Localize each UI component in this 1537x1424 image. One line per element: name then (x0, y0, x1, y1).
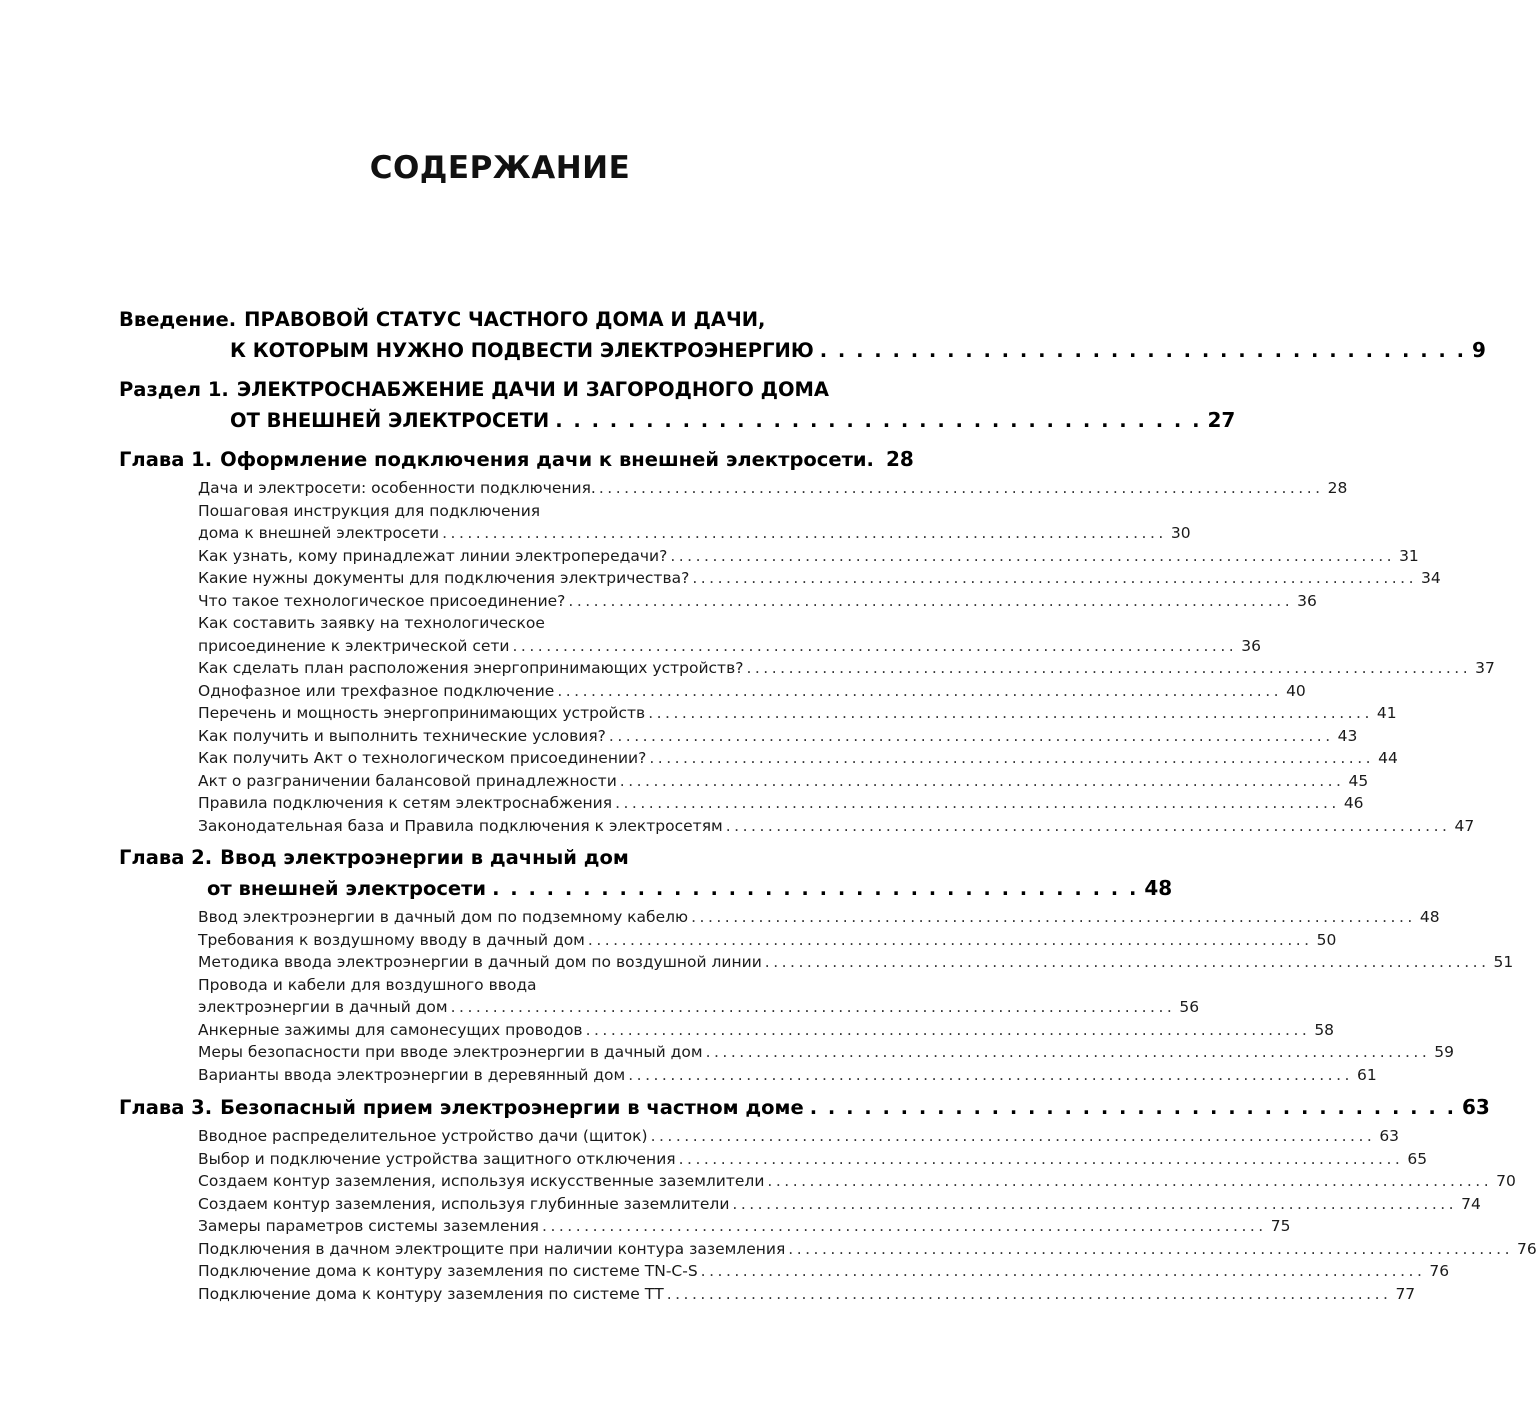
toc-entry-title: Выбор и подключение устройства защитного отключения (198, 1149, 676, 1168)
toc-entry-title: Анкерные зажимы для самонесущих проводов (198, 1020, 583, 1039)
toc-entry-title: Правила подключения к сетям электроснабжения (198, 794, 613, 812)
toc-entry[interactable] (198, 680, 1306, 703)
toc-entry-title: Методика ввода электроэнергии в дачный дом по воздушной линии (198, 953, 762, 971)
toc-entry-title: Как составить заявку на технологическое (198, 614, 545, 632)
toc-entry-page: 75 (1270, 1217, 1291, 1235)
dot-leader: ...................................................................................... (619, 771, 1345, 790)
toc-entry-page: 48 (1419, 908, 1440, 926)
toc-entry-title: Пошаговая инструкция для подключения (198, 501, 541, 520)
toc-entry-page: 59 (1434, 1043, 1455, 1061)
toc-entry-page: 61 (1356, 1065, 1377, 1084)
dot-leader: ...................................................................................... (542, 1217, 1267, 1235)
toc-entry-title: Создаем контур заземления, используя глубинные заземлители (198, 1194, 730, 1213)
toc-entry-title: Какие нужны документы для подключения электричества? (198, 569, 690, 587)
toc-entry-title: Дача и электросети: особенности подключения. (198, 479, 596, 497)
toc-entry-page: 51 (1493, 953, 1514, 971)
dot-leader: ...................................................................................... (598, 479, 1324, 497)
toc-entry-page: 58 (1314, 1020, 1335, 1039)
toc-entry-title: Замеры параметров системы заземления (198, 1217, 540, 1235)
chapter-3-title: Безопасный прием электроэнергии в частном доме (220, 1096, 804, 1119)
dot-leader: ...................................................................................... (512, 636, 1238, 655)
toc-entry[interactable] (198, 1170, 1516, 1193)
toc-entry-title: Подключение дома к контуру заземления по системе TN-C-S (198, 1262, 698, 1280)
toc-entry[interactable] (198, 567, 1441, 590)
toc-entry[interactable] (198, 951, 1514, 974)
chapter-3-label: Глава 3. (119, 1096, 213, 1119)
toc-entry-page: 45 (1348, 771, 1369, 790)
toc-entry-title: Что такое технологическое присоединение? (198, 591, 566, 610)
toc-entry[interactable] (198, 974, 885, 997)
toc-entry-title: Как получить и выполнить технические условия? (198, 726, 606, 745)
dot-leader: ...................................................................................... (650, 1127, 1376, 1145)
toc-entry[interactable] (198, 1041, 1455, 1064)
chapter-2-label: Глава 2. (119, 846, 213, 869)
dot-leader: ...................................................................................... (764, 953, 1490, 971)
toc-entry[interactable] (198, 770, 1369, 793)
toc-entry-page: 76 (1517, 1239, 1537, 1258)
toc-entry[interactable] (198, 1238, 1537, 1261)
toc-entry-page: 63 (1379, 1127, 1400, 1145)
chapter-1-entries (119, 477, 1495, 837)
chapter-3-page: 63 (1461, 1095, 1490, 1119)
section-1-title-line1: ЭЛЕКТРОСНАБЖЕНИЕ ДАЧИ И ЗАГОРОДНОГО ДОМА (236, 378, 830, 401)
toc-entry[interactable] (198, 996, 1200, 1019)
chapter-1-title: Оформление подключения дачи к внешней электросети. (220, 448, 874, 471)
table-of-contents (119, 304, 1537, 1305)
dot-leader: ...................................................................................... (705, 1043, 1431, 1061)
chapter-1-label: Глава 1. (119, 448, 213, 471)
toc-entry-title: Подключение дома к контуру заземления по системе ТТ (198, 1284, 664, 1303)
toc-entry-title: Акт о разграничении балансовой принадлежности (198, 771, 617, 790)
toc-entry[interactable] (198, 1283, 1416, 1306)
toc-entry-title: Меры безопасности при вводе электроэнергии в дачный дом (198, 1043, 703, 1061)
toc-entry[interactable] (198, 1193, 1481, 1216)
section-1-page: 27 (1207, 408, 1236, 432)
toc-entry[interactable] (198, 612, 885, 635)
toc-chapter-2[interactable] (119, 843, 1173, 904)
dot-leader: ...................................................................................... (678, 1149, 1404, 1168)
toc-entry-page: 28 (1327, 479, 1348, 497)
toc-entry-page: 40 (1286, 681, 1306, 700)
dot-leader: ...................................................................................... (700, 1262, 1426, 1280)
dot-leader: ...................................................................................... (628, 1065, 1353, 1084)
toc-intro[interactable] (119, 304, 1486, 366)
chapter-2-page: 48 (1144, 876, 1173, 900)
dot-leader: ...................................................................................... (732, 1194, 1458, 1213)
toc-entry[interactable] (198, 635, 1261, 658)
toc-entry-page: 44 (1378, 749, 1398, 767)
dot-leader: ...................................................................................... (587, 930, 1313, 949)
dot-leader: ...................................................................................... (568, 591, 1294, 610)
dot-leader: ...................................................................................... (585, 1020, 1311, 1039)
toc-entry-page: 30 (1170, 524, 1191, 542)
toc-entry-title: Как сделать план расположения энергопринимающих устройств? (198, 659, 744, 677)
toc-entry[interactable] (198, 500, 885, 523)
dot-leader: ...................................................................................... (648, 704, 1373, 722)
toc-entry-title: электроэнергии в дачный дом (198, 998, 448, 1016)
dot-leader: ...................................................................................... (608, 726, 1334, 745)
toc-entry[interactable] (198, 545, 1419, 568)
toc-entry-page: 46 (1343, 794, 1364, 812)
chapter-2-title-line2: от внешней электросети (207, 877, 487, 900)
toc-entry[interactable] (198, 929, 1337, 952)
chapter-1-page: 28 (885, 447, 914, 471)
dot-leader: ...................................................................................... (725, 816, 1451, 835)
toc-entry-title: дома к внешней электросети (198, 524, 440, 542)
toc-section-1[interactable] (119, 374, 1236, 436)
toc-entry-title: Ввод электроэнергии в дачный дом по подземному кабелю (198, 908, 689, 926)
intro-title-line1: ПРАВОВОЙ СТАТУС ЧАСТНОГО ДОМА И ДАЧИ, (244, 308, 766, 331)
dot-leader: ...................................................................................... (746, 659, 1472, 677)
toc-entry[interactable] (198, 657, 1495, 680)
dot-leader: ...................................................................................... (615, 794, 1340, 812)
toc-entry[interactable] (198, 1260, 1450, 1283)
dot-leader: ...................................................................................... (692, 569, 1418, 587)
toc-entry-page: 50 (1316, 930, 1337, 949)
toc-entry[interactable] (198, 590, 1317, 613)
toc-entry-title: Варианты ввода электроэнергии в деревянный дом (198, 1065, 626, 1084)
toc-chapter-3[interactable] (119, 1092, 1490, 1123)
toc-entry[interactable] (198, 725, 1358, 748)
toc-chapter-1[interactable] (119, 444, 914, 475)
toc-entry[interactable] (198, 815, 1475, 838)
toc-entry-page: 37 (1475, 659, 1495, 677)
toc-entry-title: Подключения в дачном электрощите при наличии контура заземления (198, 1239, 786, 1258)
toc-entry-title: Требования к воздушному вводу в дачный дом (198, 930, 585, 949)
chapter-3-entries (119, 1125, 1537, 1305)
section-1-label: Раздел 1. (119, 378, 229, 401)
dot-leader: ...................................................................................... (670, 546, 1396, 565)
toc-entry-page: 77 (1395, 1284, 1416, 1303)
toc-entry-page: 31 (1399, 546, 1419, 565)
toc-entry-page: 34 (1421, 569, 1441, 587)
toc-entry[interactable] (198, 1215, 1291, 1238)
toc-entry-page: 36 (1297, 591, 1317, 610)
toc-entry[interactable] (198, 477, 1348, 500)
chapter-2-entries (119, 906, 1514, 1086)
toc-entry-title: Вводное распределительное устройство дачи (щиток) (198, 1127, 648, 1145)
toc-entry-page: 43 (1337, 726, 1358, 745)
toc-entry-page: 41 (1376, 704, 1397, 722)
dot-leader: ...................................................................................... (649, 749, 1375, 767)
toc-entry-page: 65 (1407, 1149, 1428, 1168)
dot-leader: . . . . . . . . . . . . . . . . . . . . . . . . . . . . . . . . . . . . (555, 409, 1202, 432)
chapter-2-title-line1: Ввод электроэнергии в дачный дом (220, 846, 629, 869)
page-title: СОДЕРЖАНИЕ (369, 150, 631, 186)
toc-entry[interactable] (198, 1125, 1400, 1148)
toc-entry-page: 47 (1454, 816, 1475, 835)
toc-entry-title: Перечень и мощность энергопринимающих устройств (198, 704, 646, 722)
dot-leader: ...................................................................................... (666, 1284, 1392, 1303)
toc-entry[interactable] (198, 792, 1364, 815)
dot-leader: ...................................................................................... (691, 908, 1416, 926)
toc-entry-page: 56 (1179, 998, 1200, 1016)
toc-entry-title: присоединение к электрической сети (198, 636, 510, 655)
intro-title-line2: К КОТОРЫМ НУЖНО ПОДВЕСТИ ЭЛЕКТРОЭНЕРГИЮ (230, 339, 814, 362)
dot-leader: . . . . . . . . . . . . . . . . . . . . . . . . . . . . . . . . . . . . (809, 1096, 1456, 1119)
dot-leader: . . . . . . . . . . . . . . . . . . . . . . . . . . . . . . . . . . . . (492, 877, 1139, 900)
toc-entry-page: 70 (1496, 1172, 1516, 1190)
toc-entry-page: 74 (1461, 1194, 1481, 1213)
toc-entry-title: Как получить Акт о технологическом присоединении? (198, 749, 647, 767)
dot-leader: ...................................................................................... (442, 524, 1167, 542)
toc-entry-title: Как узнать, кому принадлежат линии электропередачи? (198, 546, 668, 565)
toc-entry-title: Провода и кабели для воздушного ввода (198, 975, 537, 994)
toc-entry[interactable] (198, 1148, 1428, 1171)
dot-leader: ...................................................................................... (557, 681, 1283, 700)
toc-entry[interactable] (198, 906, 1440, 929)
toc-entry-page: 76 (1429, 1262, 1450, 1280)
toc-entry[interactable] (198, 747, 1398, 770)
intro-label: Введение. (119, 308, 237, 331)
dot-leader: ...................................................................................... (767, 1172, 1493, 1190)
section-1-title-line2: ОТ ВНЕШНЕЙ ЭЛЕКТРОСЕТИ (230, 409, 550, 432)
toc-entry[interactable] (198, 1064, 1377, 1087)
toc-entry[interactable] (198, 1019, 1335, 1042)
toc-entry-title: Законодательная база и Правила подключения к электросетям (198, 816, 723, 835)
toc-entry-page: 36 (1241, 636, 1261, 655)
toc-entry-title: Создаем контур заземления, используя искусственные заземлители (198, 1172, 765, 1190)
dot-leader: ...................................................................................... (788, 1239, 1514, 1258)
intro-page: 9 (1472, 338, 1486, 362)
dot-leader: . . . . . . . . . . . . . . . . . . . . . . . . . . . . . . . . . . . . (819, 339, 1467, 362)
toc-entry[interactable] (198, 522, 1191, 545)
toc-entry-title: Однофазное или трехфазное подключение (198, 681, 555, 700)
dot-leader: ...................................................................................... (450, 998, 1176, 1016)
toc-entry[interactable] (198, 702, 1397, 725)
